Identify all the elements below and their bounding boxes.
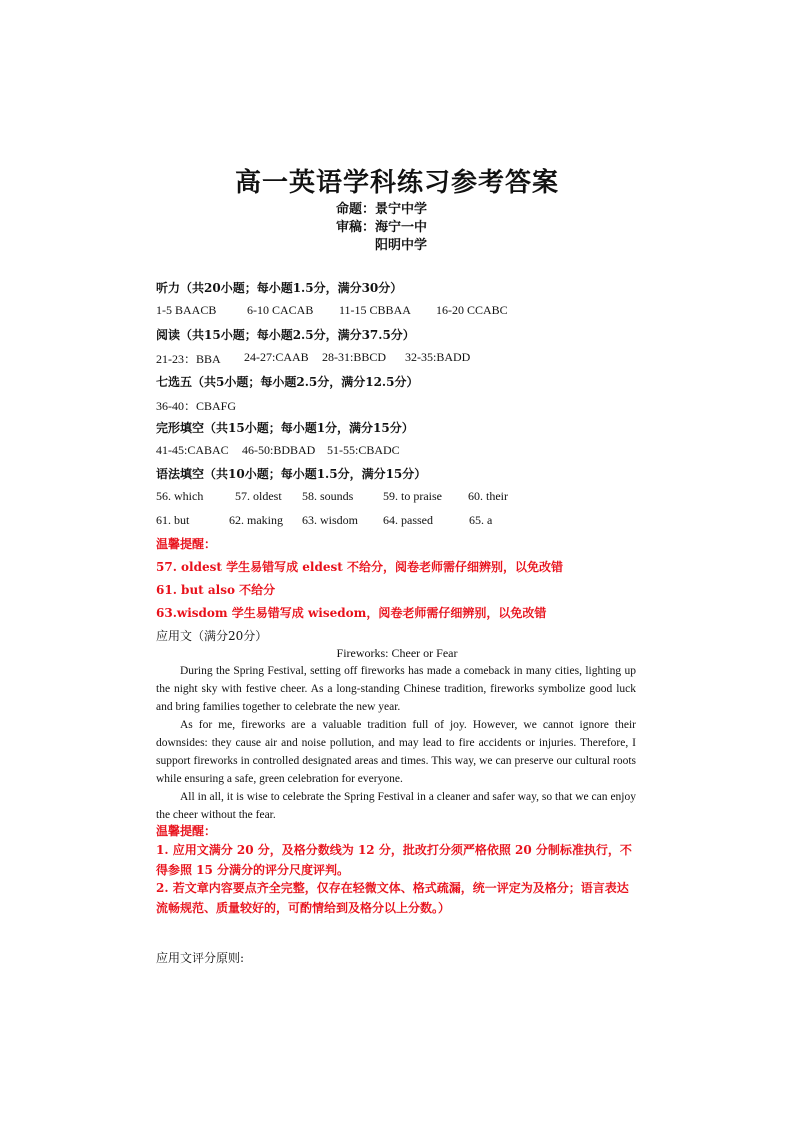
grammar-answer-60: 60. their (468, 489, 508, 503)
tip-wisdom: 63.wisdom 学生易错写成 wisedom，阅卷老师需仔细辨别，以免改错 (156, 606, 547, 620)
cloze-header: 完形填空（共15小题；每小题1分，满分15分） (156, 421, 414, 435)
grammar-header: 语法填空（共10小题；每小题1.5分，满分15分） (156, 467, 427, 481)
seven-five-answer: 36-40：CBAFG (156, 399, 237, 413)
essay-paragraph-3: All in all, it is wise to celebrate the Spring Festival in a cleaner and safer way, so that we can enjoy the cheer without the fear. (156, 791, 636, 821)
proposer-line: 命题：景宁中学 (336, 202, 428, 217)
grammar-answer-63: 63. wisdom (302, 513, 359, 527)
tip-writing-2: 2. 若文章内容要点齐全完整，仅存在轻微文体、格式疏漏，统一评定为及格分；语言表达流畅规范、质量较好的，可酌情给到及格分以上分数。） (156, 881, 629, 915)
cloze-answer-1: 41-45:CABAC (156, 443, 229, 457)
cloze-answer-2: 46-50:BDBAD (242, 443, 316, 457)
page-title: 高一英语学科练习参考答案 (234, 168, 559, 198)
grammar-answer-64: 64. passed (383, 513, 433, 527)
grammar-answer-65: 65. a (469, 513, 493, 527)
grammar-answer-57: 57. oldest (235, 489, 282, 503)
reading-answer-2: 24-27:CAAB (244, 350, 309, 364)
grammar-answer-61: 61. but (156, 513, 190, 527)
grammar-answer-59: 59. to praise (383, 489, 442, 503)
listening-answer-2: 6-10 CACAB (247, 303, 314, 317)
listening-answer-1: 1-5 BAACB (156, 303, 217, 317)
listening-answer-3: 11-15 CBBAA (339, 303, 411, 317)
reviewer-line: 审稿：海宁一中 (336, 220, 428, 235)
grammar-answer-58: 58. sounds (302, 489, 354, 503)
essay-body (156, 662, 636, 824)
tips-header-2: 温馨提醒： (156, 824, 217, 838)
essay-paragraph-1: During the Spring Festival, setting off fireworks has made a comeback in many cities, lighting up the night sky with festive cheer. As a long-standing Chinese tradition, fireworks symbolize good luck and bring families together to celebrate the new year. (156, 665, 636, 713)
reading-answer-1: 21-23：BBA (156, 352, 221, 366)
tip-but-also: 61. but also 不给分 (156, 583, 276, 597)
grammar-answer-56: 56. which (156, 489, 204, 503)
tips-header: 温馨提醒： (156, 537, 217, 551)
footer-scoring-principles: 应用文评分原则: (156, 951, 245, 965)
seven-five-header: 七选五（共5小题；每小题2.5分，满分12.5分） (156, 375, 419, 389)
listening-header: 听力（共20小题；每小题1.5分，满分30分） (156, 281, 403, 295)
cloze-answer-3: 51-55:CBADC (327, 443, 400, 457)
reading-answer-4: 32-35:BADD (405, 350, 471, 364)
tip-oldest: 57. oldest 学生易错写成 eldest 不给分，阅卷老师需仔细辨别，以免改错 (156, 560, 563, 574)
essay-title: Fireworks: Cheer or Fear (336, 646, 458, 660)
essay-paragraph-2: As for me, fireworks are a valuable tradition full of joy. However, we cannot ignore their downsides: they cause air and noise pollution, and may lead to fire accidents or injuries. Therefore, I support fireworks in controlled designated areas and times. This way, we can preserve our cultural roots while ensuring a safe, green celebration for everyone. (156, 719, 636, 785)
listening-answer-4: 16-20 CCABC (436, 303, 508, 317)
grammar-answer-62: 62. making (229, 513, 283, 527)
reading-answer-3: 28-31:BBCD (322, 350, 387, 364)
reading-header: 阅读（共15小题；每小题2.5分，满分37.5分） (156, 328, 415, 342)
writing-header: 应用文（满分20分） (156, 629, 268, 643)
reviewer-line-2: 阳明中学 (375, 238, 428, 253)
tip-writing-1: 1. 应用文满分 20 分，及格分数线为 12 分，批改打分须严格依照 20 分制标准执行，不得参照 15 分满分的评分尺度评判。 (156, 843, 632, 877)
